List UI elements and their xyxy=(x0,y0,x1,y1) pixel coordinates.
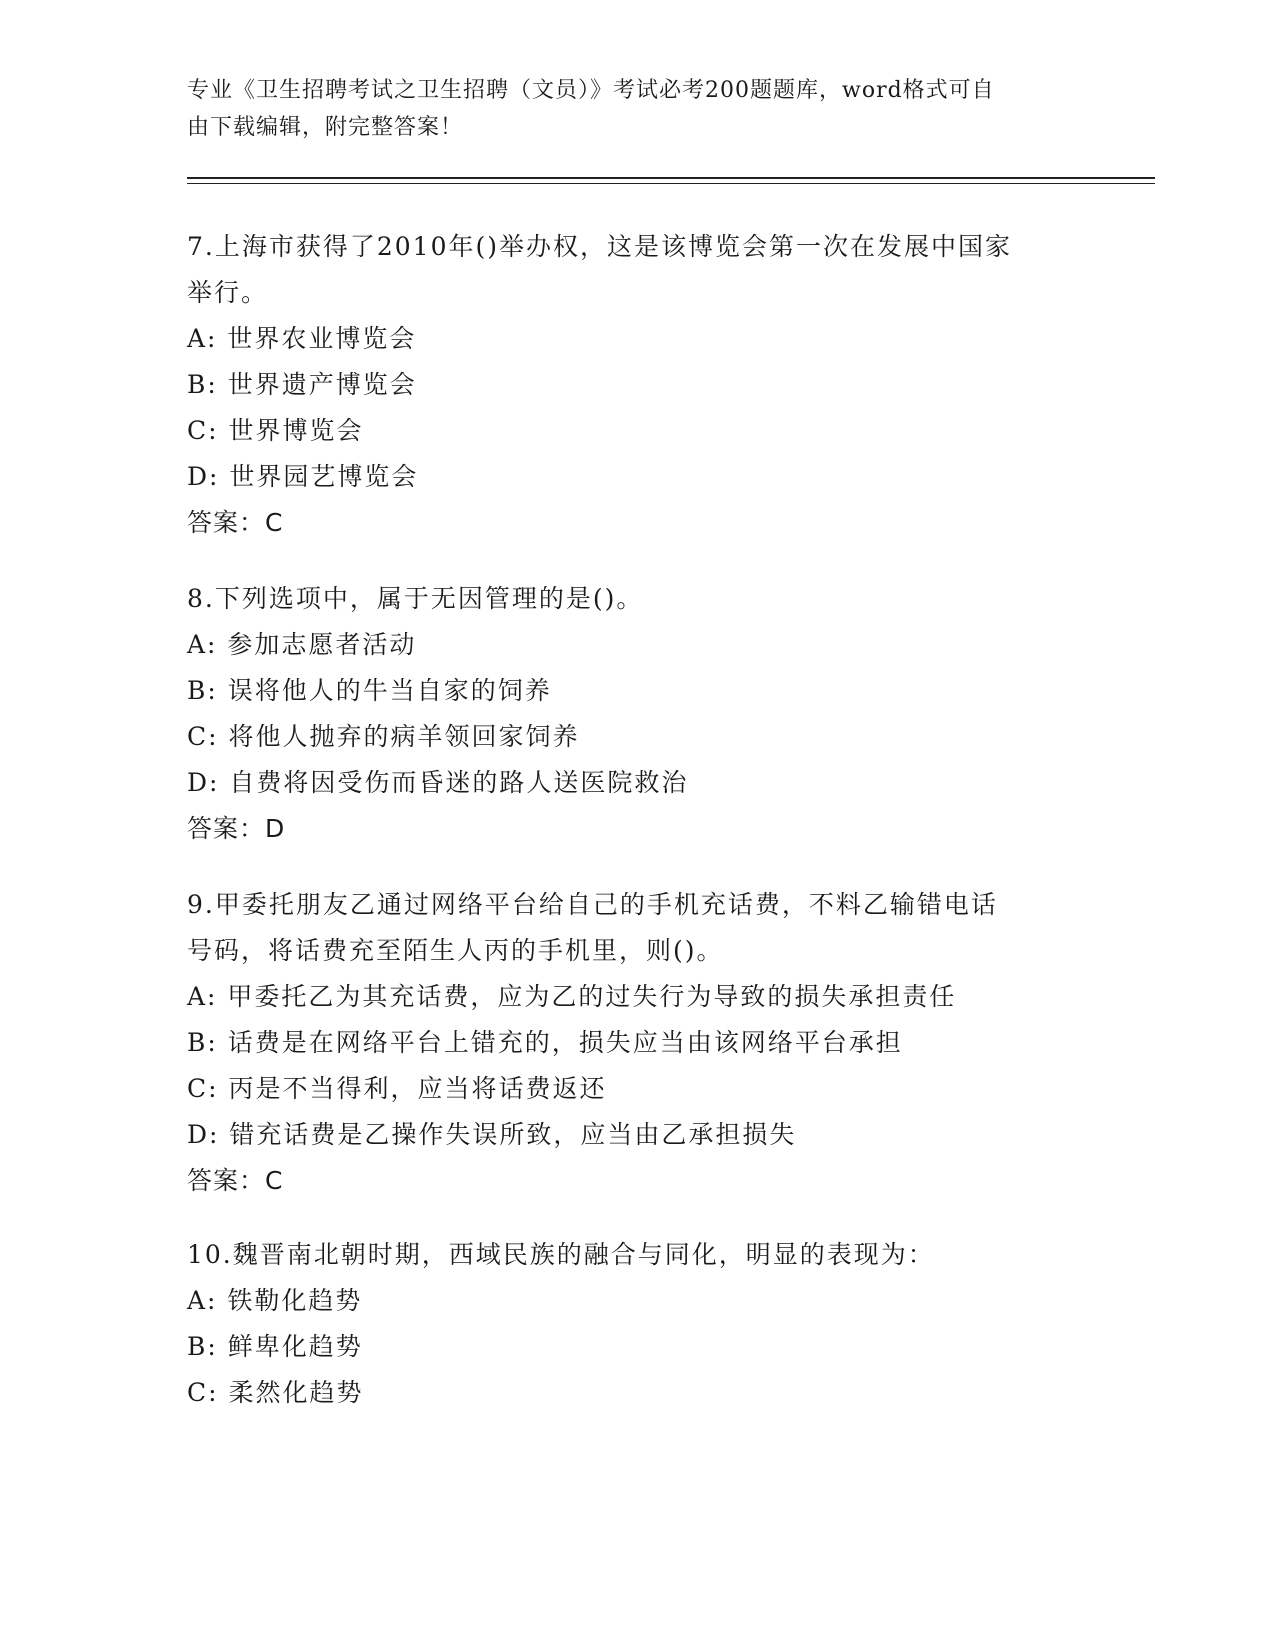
option-c: C: 柔然化趋势 xyxy=(187,1378,364,1407)
option-a: A: 甲委托乙为其充话费，应为乙的过失行为导致的损失承担责任 xyxy=(187,982,957,1011)
option-d: D: 世界园艺博览会 xyxy=(187,462,419,491)
option-c: C: 丙是不当得利，应当将话费返还 xyxy=(187,1074,607,1103)
answer-label: 答案：D xyxy=(187,814,286,843)
question-stem-line: 8.下列选项中，属于无因管理的是()。 xyxy=(187,584,644,613)
option-a: A: 铁勒化趋势 xyxy=(187,1286,363,1315)
answer-label: 答案：C xyxy=(187,508,284,537)
option-d: D: 错充话费是乙操作失误所致，应当由乙承担损失 xyxy=(187,1120,797,1149)
question-stem-line: 号码，将话费充至陌生人丙的手机里，则()。 xyxy=(187,936,724,965)
option-b: B: 世界遗产博览会 xyxy=(187,370,417,399)
option-b: B: 话费是在网络平台上错充的，损失应当由该网络平台承担 xyxy=(187,1028,903,1057)
option-d: D: 自费将因受伤而昏迷的路人送医院救治 xyxy=(187,768,689,797)
question-stem-line: 9.甲委托朋友乙通过网络平台给自己的手机充话费，不料乙输错电话 xyxy=(187,890,998,919)
option-b: B: 鲜卑化趋势 xyxy=(187,1332,363,1361)
option-a: A: 世界农业博览会 xyxy=(187,324,417,353)
document-header xyxy=(187,72,1067,146)
header-line-2: 由下载编辑，附完整答案！ xyxy=(187,115,464,140)
question-10 xyxy=(187,1232,1087,1416)
option-b: B: 误将他人的牛当自家的饲养 xyxy=(187,676,552,705)
option-a: A: 参加志愿者活动 xyxy=(187,630,417,659)
question-7 xyxy=(187,224,1087,546)
question-9 xyxy=(187,882,1087,1204)
option-c: C: 世界博览会 xyxy=(187,416,364,445)
header-divider-thin xyxy=(187,183,1155,184)
question-stem-line: 10.魏晋南北朝时期，西域民族的融合与同化，明显的表现为： xyxy=(187,1240,935,1269)
question-stem-line: 举行。 xyxy=(187,278,269,307)
header-divider-thick xyxy=(187,177,1155,179)
question-stem-line: 7.上海市获得了2010年()举办权，这是该博览会第一次在发展中国家 xyxy=(187,232,1012,261)
header-line-1: 专业《卫生招聘考试之卫生招聘（文员）》考试必考200题题库，word格式可自 xyxy=(187,78,995,103)
answer-label: 答案：C xyxy=(187,1166,284,1195)
option-c: C: 将他人抛弃的病羊领回家饲养 xyxy=(187,722,580,751)
question-8 xyxy=(187,576,1087,852)
